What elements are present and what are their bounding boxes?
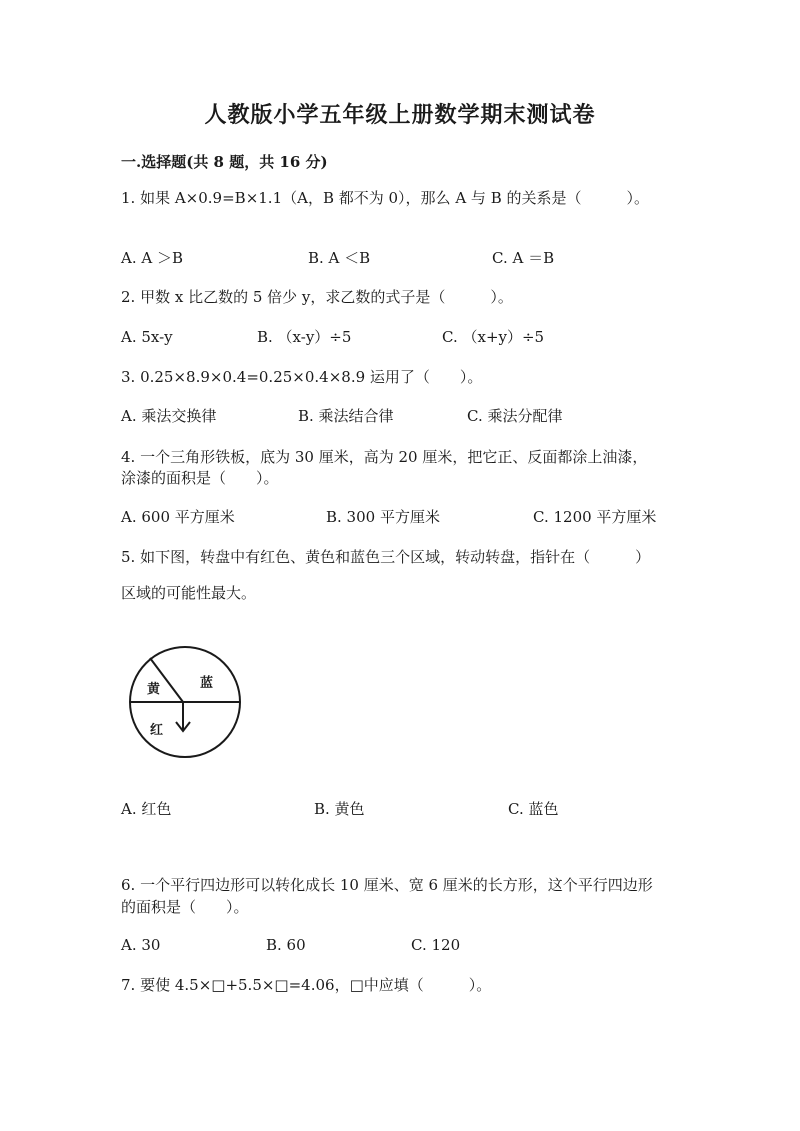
- question-6-text-line-2: 的面积是（ ）。: [121, 898, 249, 916]
- question-1-text: 1. 如果 A×0.9=B×1.1（A，B 都不为 0），那么 A 与 B 的关系是（ ）。: [121, 189, 649, 207]
- question-7-text: 7. 要使 4.5×□+5.5×□=4.06，□中应填（ ）。: [121, 976, 492, 994]
- question-5-option-b[interactable]: B. 黄色: [314, 800, 365, 818]
- question-6-option-c[interactable]: C. 120: [411, 936, 461, 954]
- question-3-option-c[interactable]: C. 乘法分配律: [467, 407, 563, 425]
- question-5-text-line-1: 5. 如下图，转盘中有红色、黄色和蓝色三个区域，转动转盘，指针在（ ）: [121, 548, 651, 566]
- question-3-text: 3. 0.25×8.9×0.4=0.25×0.4×8.9 运用了（ ）。: [121, 368, 483, 386]
- question-2-option-a[interactable]: A. 5x-y: [121, 328, 173, 346]
- page-title: 人教版小学五年级上册数学期末测试卷: [204, 102, 596, 128]
- spinner-label-yellow: 黄: [147, 682, 161, 697]
- question-5-text-line-2: 区域的可能性最大。: [121, 584, 257, 602]
- question-3-option-b[interactable]: B. 乘法结合律: [298, 407, 394, 425]
- question-5-option-a[interactable]: A. 红色: [121, 800, 172, 818]
- question-3-option-a[interactable]: A. 乘法交换律: [121, 407, 217, 425]
- question-1-option-c[interactable]: C. A ＝B: [492, 249, 555, 267]
- question-6-text-line-1: 6. 一个平行四边形可以转化成长 10 厘米、宽 6 厘米的长方形，这个平行四边形: [121, 876, 653, 894]
- spinner-figure: [125, 640, 245, 764]
- question-4-option-c[interactable]: C. 1200 平方厘米: [533, 508, 657, 526]
- spinner-label-blue: 蓝: [200, 676, 214, 691]
- spinner-label-red: 红: [150, 723, 164, 738]
- question-4-text-line-1: 4. 一个三角形铁板，底为 30 厘米，高为 20 厘米，把它正、反面都涂上油漆，: [121, 448, 648, 466]
- question-4-text-line-2: 涂漆的面积是（ ）。: [121, 469, 279, 487]
- question-1-option-b[interactable]: B. A ＜B: [308, 249, 371, 267]
- question-6-option-b[interactable]: B. 60: [266, 936, 306, 954]
- section-heading: 一.选择题(共 8 题，共 16 分): [121, 153, 328, 171]
- question-6-option-a[interactable]: A. 30: [121, 936, 161, 954]
- question-4-option-a[interactable]: A. 600 平方厘米: [121, 508, 235, 526]
- question-2-text: 2. 甲数 x 比乙数的 5 倍少 y，求乙数的式子是（ ）。: [121, 288, 513, 306]
- question-4-option-b[interactable]: B. 300 平方厘米: [326, 508, 440, 526]
- question-5-option-c[interactable]: C. 蓝色: [508, 800, 559, 818]
- question-2-option-c[interactable]: C. （x+y）÷5: [442, 328, 545, 346]
- question-1-option-a[interactable]: A. A ＞B: [121, 249, 183, 267]
- question-2-option-b[interactable]: B. （x-y）÷5: [257, 328, 352, 346]
